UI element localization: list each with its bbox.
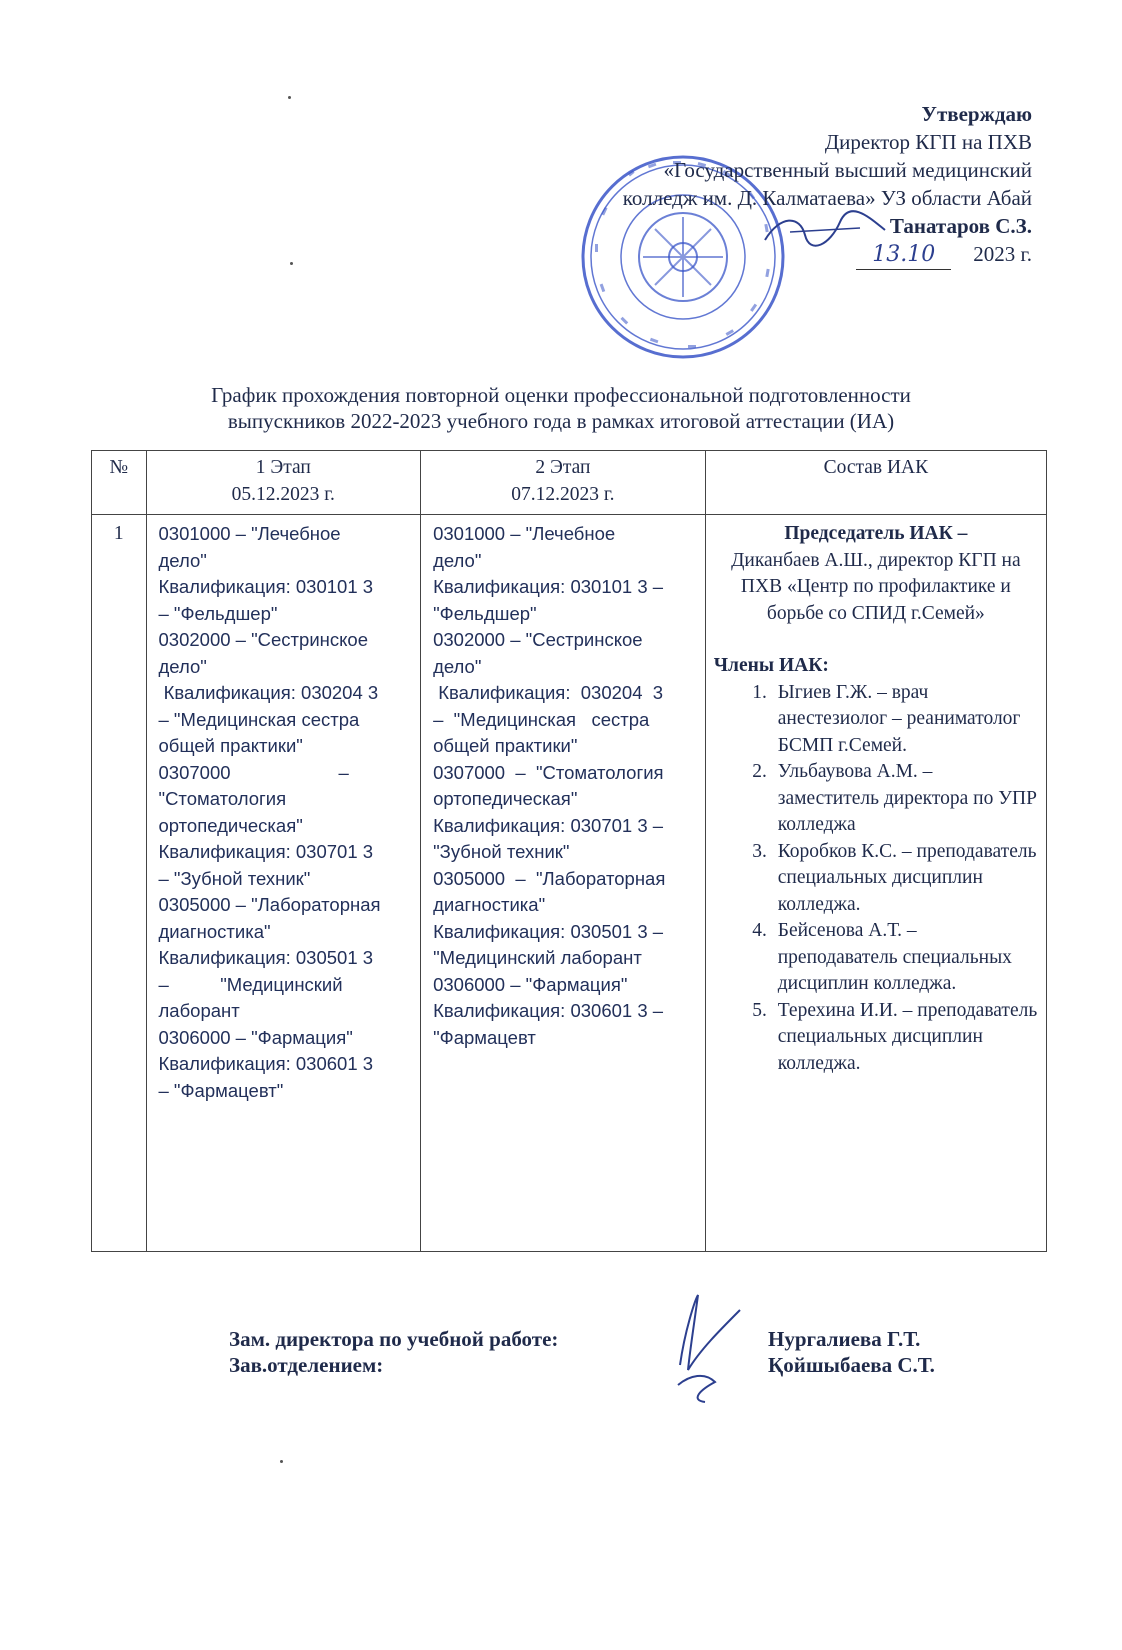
- stage-1-date: 05.12.2023 г.: [231, 483, 335, 505]
- specialty-line: дело": [433, 655, 482, 677]
- specialty-line: "Зубной техник": [433, 841, 570, 862]
- row-number: 1: [92, 515, 147, 1252]
- speck: [288, 96, 291, 99]
- approver-name: Танатаров С.З.: [889, 214, 1032, 238]
- specialty-line: – "Медицинский: [158, 973, 343, 995]
- footer-name: Нургалиева Г.Т.: [768, 1327, 921, 1351]
- footer-name: Қойшыбаева С.Т.: [768, 1353, 935, 1377]
- approval-year: 2023 г.: [973, 242, 1032, 266]
- specialty-line: диагностика": [433, 894, 546, 915]
- title-line: График прохождения повторной оценки профессиональной подготовленности: [211, 383, 911, 407]
- specialty-line: "Стоматология: [158, 788, 287, 809]
- header-iak: Состав ИАК: [705, 451, 1046, 515]
- specialty-line: 0305000 – "Лабораторная: [433, 867, 666, 889]
- specialty-line: Квалификация: 030501 3: [158, 947, 374, 968]
- members-heading: Члены ИАК:: [713, 655, 829, 676]
- specialty-line: общей практики": [158, 735, 303, 756]
- specialty-line: – "Зубной техник": [158, 867, 311, 889]
- specialty-line: "Медицинский лаборант: [433, 947, 642, 968]
- specialty-line: 0307000 –: [158, 761, 349, 783]
- approval-date: [623, 240, 1032, 270]
- specialty-line: 0306000 – "Фармация": [158, 1026, 353, 1048]
- members-list: [714, 680, 1038, 1078]
- stage-2-date: 07.12.2023 г.: [511, 483, 615, 505]
- header-stage-1: [146, 451, 421, 515]
- specialty-line: дело": [158, 549, 207, 571]
- footer-role: Зам. директора по учебной работе:: [229, 1327, 559, 1351]
- stage-2-name: 2 Этап: [535, 457, 591, 478]
- specialty-line: – "Фармацевт": [158, 1079, 284, 1101]
- stage-2-specialties: [421, 515, 706, 1252]
- specialty-line: Квалификация: 030101 3 –: [433, 576, 664, 597]
- specialty-line: ортопедическая": [158, 814, 303, 836]
- chair-heading: Председатель ИАК –: [784, 523, 968, 544]
- iak-composition: [705, 515, 1046, 1252]
- specialty-line: – "Медицинская сестра: [158, 708, 360, 730]
- member-item: 4. Бейсенова А.Т. – преподаватель специальных дисциплин колледжа.: [772, 918, 1038, 998]
- specialty-line: диагностика": [158, 920, 271, 942]
- header-stage-2: [421, 451, 706, 515]
- header-num: №: [92, 451, 147, 515]
- stage-1-name: 1 Этап: [255, 457, 311, 478]
- specialty-line: дело": [433, 549, 482, 571]
- specialty-line: Квалификация: 030204 3: [433, 682, 664, 703]
- footer-names: [768, 1326, 935, 1378]
- specialty-line: 0306000 – "Фармация": [433, 973, 628, 995]
- specialty-line: Квалификация: 030204 3: [158, 682, 379, 703]
- stage-1-specialties: [146, 515, 421, 1252]
- specialty-line: Квалификация: 030601 3 –: [433, 1000, 664, 1021]
- speck: [280, 1460, 283, 1463]
- table-header-row: [92, 451, 1047, 515]
- schedule-table: [91, 450, 1047, 1252]
- specialty-line: 0305000 – "Лабораторная: [158, 894, 381, 915]
- specialty-line: "Фельдшер": [433, 602, 537, 624]
- speck: [290, 262, 293, 265]
- specialty-line: 0301000 – "Лечебное: [433, 523, 616, 544]
- specialty-line: 0302000 – "Сестринское: [158, 629, 368, 650]
- member-item: 2. Ульбаувова А.М. – заместитель директора по УПР колледжа: [772, 759, 1038, 839]
- specialty-line: 0307000 – "Стоматология: [433, 761, 664, 783]
- approver-title-line: Директор КГП на ПХВ: [824, 130, 1032, 154]
- specialty-line: дело": [158, 655, 207, 677]
- member-item: 5. Терехина И.И. – преподаватель специальных дисциплин колледжа.: [772, 998, 1038, 1078]
- specialty-line: – "Медицинская сестра: [433, 708, 650, 730]
- specialty-line: 0302000 – "Сестринское: [433, 629, 643, 650]
- handwritten-date: 13.10: [856, 241, 951, 270]
- handwritten-signatures: [660, 1290, 750, 1410]
- footer-roles: [229, 1326, 558, 1378]
- title-line: выпускников 2022-2023 учебного года в рамках итоговой аттестации (ИА): [227, 409, 895, 433]
- specialty-line: – "Фельдшер": [158, 602, 278, 624]
- specialty-line: лаборант: [158, 1000, 240, 1021]
- specialty-line: 0301000 – "Лечебное: [158, 523, 341, 544]
- specialty-line: "Фармацевт: [433, 1026, 536, 1048]
- specialty-line: Квалификация: 030101 3: [158, 576, 374, 597]
- specialty-line: Квалификация: 030701 3: [158, 841, 374, 862]
- member-item: 1. Ыгиев Г.Ж. – врач анестезиолог – реаниматолог БСМП г.Семей.: [772, 680, 1038, 760]
- member-item: 3. Коробков К.С. – преподаватель специальных дисциплин колледжа.: [772, 839, 1038, 919]
- footer-role: Зав.отделением:: [229, 1353, 384, 1377]
- specialty-line: Квалификация: 030601 3: [158, 1053, 374, 1074]
- approval-block: [623, 100, 1032, 270]
- approve-label: Утверждаю: [921, 102, 1032, 126]
- approver-title-line: колледж им. Д. Калматаева» УЗ области Абай: [622, 186, 1032, 210]
- specialty-line: общей практики": [433, 735, 578, 756]
- approver-title-line: «Государственный высший медицинский: [663, 158, 1032, 182]
- specialty-line: Квалификация: 030701 3 –: [433, 814, 664, 836]
- specialty-line: Квалификация: 030501 3 –: [433, 920, 664, 942]
- table-row: [92, 515, 1047, 1252]
- specialty-line: ортопедическая": [433, 788, 578, 809]
- document-title: [0, 382, 1122, 434]
- chair-text: Диканбаев А.Ш., директор КГП на ПХВ «Центр по профилактике и борьбе со СПИД г.Семей»: [731, 549, 1021, 624]
